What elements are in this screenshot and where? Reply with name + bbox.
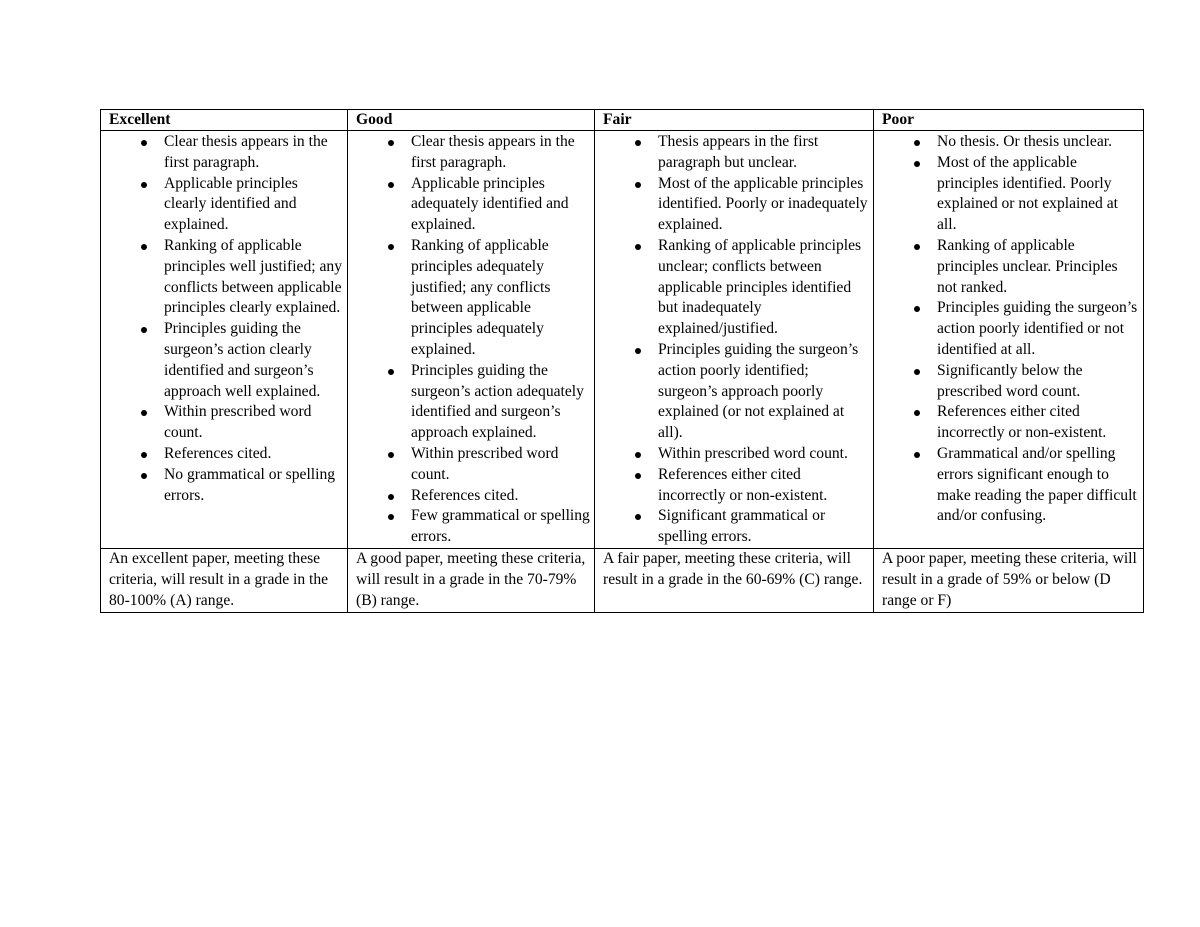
criteria-list bbox=[356, 132, 590, 548]
list-item bbox=[109, 402, 343, 444]
list-item bbox=[882, 132, 1139, 153]
list-item bbox=[109, 236, 343, 319]
bullet-icon bbox=[141, 244, 147, 250]
bullet-icon bbox=[635, 514, 641, 520]
criterion-text: Clear thesis appears in the first paragraph. bbox=[164, 133, 328, 171]
criterion-text: Ranking of applicable principles unclear. Principles not ranked. bbox=[937, 236, 1118, 296]
list-item bbox=[109, 319, 343, 402]
header-poor: Poor bbox=[874, 110, 1144, 131]
summary-good: A good paper, meeting these criteria, will result in a grade in the 70-79% (B) range. bbox=[348, 548, 595, 612]
criterion-text: Within prescribed word count. bbox=[411, 444, 559, 483]
criterion-text: Most of the applicable principles identified. Poorly explained or not explained at all. bbox=[937, 153, 1118, 234]
list-item bbox=[603, 132, 869, 174]
list-item bbox=[356, 132, 590, 174]
bullet-icon bbox=[141, 327, 147, 333]
criterion-text: Applicable principles clearly identified and explained. bbox=[164, 174, 298, 234]
bullet-icon bbox=[388, 244, 394, 250]
bullet-icon bbox=[388, 452, 394, 458]
criterion-text: Ranking of applicable principles well justified; any conflicts between applicable principles clearly explained. bbox=[164, 236, 342, 317]
summary-excellent: An excellent paper, meeting these criteria, will result in a grade in the 80-100% (A) range. bbox=[101, 548, 348, 612]
bullet-icon bbox=[141, 182, 147, 188]
list-item bbox=[882, 361, 1139, 403]
bullet-icon bbox=[388, 369, 394, 375]
criterion-text: No grammatical or spelling errors. bbox=[164, 465, 336, 504]
criteria-list bbox=[882, 132, 1139, 527]
bullet-icon bbox=[635, 452, 641, 458]
rubric-criteria-row bbox=[101, 131, 1144, 549]
list-item bbox=[356, 174, 590, 236]
list-item bbox=[882, 153, 1139, 236]
criterion-text: References cited. bbox=[411, 486, 519, 504]
criterion-text: Principles guiding the surgeon’s action clearly identified and surgeon’s approach well explained. bbox=[164, 320, 321, 400]
criterion-text: No thesis. Or thesis unclear. bbox=[937, 133, 1112, 150]
list-item bbox=[603, 444, 869, 465]
criterion-text: Within prescribed word count. bbox=[164, 403, 312, 442]
criterion-text: Significant grammatical or spelling errors. bbox=[658, 507, 826, 546]
criterion-text: Within prescribed word count. bbox=[658, 444, 848, 462]
criterion-text: Ranking of applicable principles unclear; conflicts between applicable principles identified but inadequately explained/justified. bbox=[658, 236, 862, 338]
list-item bbox=[356, 361, 590, 444]
criterion-text: Most of the applicable principles identified. Poorly or inadequately explained. bbox=[658, 174, 868, 234]
bullet-icon bbox=[635, 182, 641, 188]
list-item bbox=[882, 402, 1139, 444]
bullet-icon bbox=[914, 161, 920, 167]
criteria-poor bbox=[874, 131, 1144, 549]
criterion-text: Principles guiding the surgeon’s action poorly identified; surgeon’s approach poorly explained (or not explained at all). bbox=[658, 340, 859, 442]
bullet-icon bbox=[914, 306, 920, 312]
criterion-text: References either cited incorrectly or non-existent. bbox=[937, 403, 1107, 442]
list-item bbox=[603, 174, 869, 236]
summary-fair: A fair paper, meeting these criteria, will result in a grade in the 60-69% (C) range. bbox=[595, 548, 874, 612]
bullet-icon bbox=[141, 140, 147, 146]
bullet-icon bbox=[914, 410, 920, 416]
list-item bbox=[356, 236, 590, 361]
criterion-text: Applicable principles adequately identified and explained. bbox=[411, 174, 569, 234]
criterion-text: Significantly below the prescribed word count. bbox=[937, 361, 1083, 400]
list-item bbox=[356, 486, 590, 507]
bullet-icon bbox=[635, 348, 641, 354]
bullet-icon bbox=[141, 473, 147, 479]
criterion-text: Principles guiding the surgeon’s action poorly identified or not identified at all. bbox=[937, 299, 1138, 358]
criteria-list bbox=[603, 132, 869, 548]
criterion-text: Clear thesis appears in the first paragraph. bbox=[411, 133, 575, 171]
criterion-text: Ranking of applicable principles adequately justified; any conflicts between applicable principles adequately explained. bbox=[411, 236, 551, 358]
criterion-text: Thesis appears in the first paragraph but unclear. bbox=[658, 133, 819, 171]
criterion-text: Principles guiding the surgeon’s action adequately identified and surgeon’s approach explained. bbox=[411, 361, 584, 442]
list-item bbox=[109, 174, 343, 236]
bullet-icon bbox=[388, 514, 394, 520]
rubric-summary-row bbox=[101, 548, 1144, 612]
list-item bbox=[109, 465, 343, 507]
criteria-list bbox=[109, 132, 343, 506]
list-item bbox=[882, 444, 1139, 527]
header-fair: Fair bbox=[595, 110, 874, 131]
bullet-icon bbox=[635, 140, 641, 146]
bullet-icon bbox=[914, 140, 920, 146]
criterion-text: Grammatical and/or spelling errors significant enough to make reading the paper difficult and/or confusing. bbox=[937, 444, 1137, 525]
header-excellent: Excellent bbox=[101, 110, 348, 131]
list-item bbox=[603, 506, 869, 548]
bullet-icon bbox=[635, 244, 641, 250]
criteria-fair bbox=[595, 131, 874, 549]
grading-rubric-table bbox=[100, 109, 1144, 613]
bullet-icon bbox=[388, 182, 394, 188]
list-item bbox=[603, 340, 869, 444]
list-item bbox=[109, 132, 343, 174]
summary-poor: A poor paper, meeting these criteria, will result in a grade of 59% or below (D range or F) bbox=[874, 548, 1144, 612]
list-item bbox=[603, 465, 869, 507]
list-item bbox=[882, 298, 1139, 360]
criterion-text: References either cited incorrectly or non-existent. bbox=[658, 465, 828, 504]
bullet-icon bbox=[388, 140, 394, 146]
bullet-icon bbox=[914, 369, 920, 375]
criteria-good bbox=[348, 131, 595, 549]
list-item bbox=[603, 236, 869, 340]
criterion-text: Few grammatical or spelling errors. bbox=[411, 507, 590, 546]
criterion-text: References cited. bbox=[164, 444, 272, 462]
list-item bbox=[356, 444, 590, 486]
bullet-icon bbox=[388, 494, 394, 500]
bullet-icon bbox=[141, 410, 147, 416]
list-item bbox=[109, 444, 343, 465]
bullet-icon bbox=[914, 244, 920, 250]
bullet-icon bbox=[141, 452, 147, 458]
criteria-excellent bbox=[101, 131, 348, 549]
header-good: Good bbox=[348, 110, 595, 131]
rubric-header-row bbox=[101, 110, 1144, 131]
bullet-icon bbox=[914, 452, 920, 458]
list-item bbox=[356, 506, 590, 548]
list-item bbox=[882, 236, 1139, 298]
bullet-icon bbox=[635, 473, 641, 479]
